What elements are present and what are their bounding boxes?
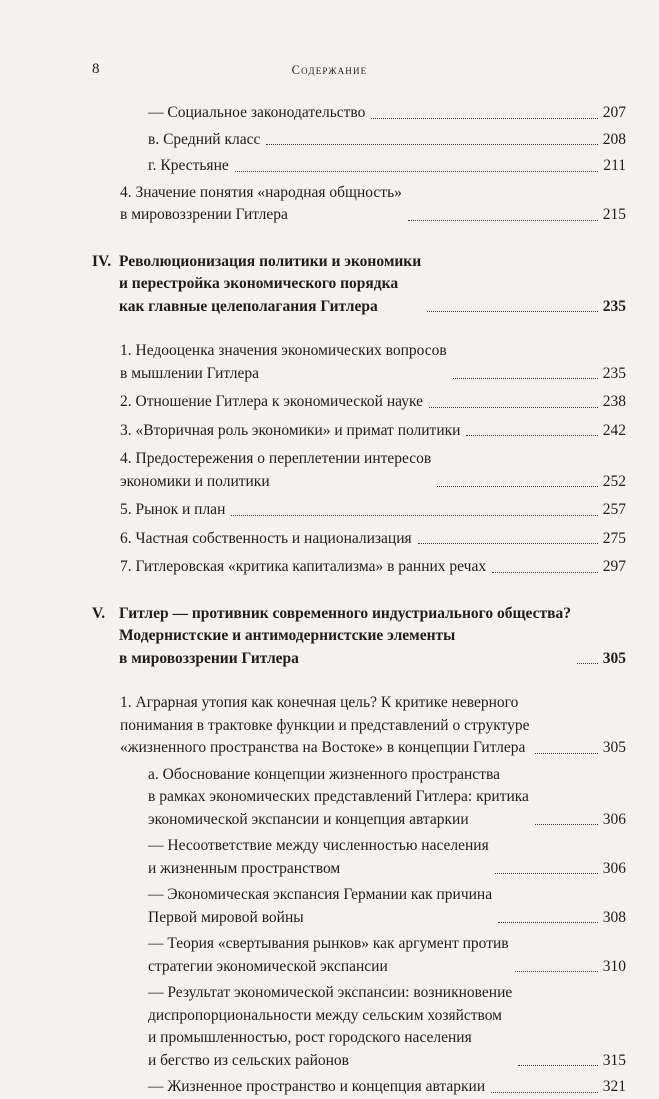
toc-page-number: 257 [602,501,626,518]
toc-page-number: 235 [602,297,626,315]
dot-leader [577,663,598,664]
toc-page-number: 235 [602,364,626,382]
toc-entry-title: — Жизненное пространство и концепция автаркии [148,1078,486,1095]
chapter-number: V. [92,604,106,622]
dot-leader [535,824,598,825]
toc-entry [92,182,626,227]
toc-entry-title: Революционизация политики и экономики и перестройка экономического порядка как главные целеполагания Гитлера [119,252,422,315]
toc-entry [92,102,626,125]
toc-page-number: 275 [602,529,626,547]
dot-leader [437,486,598,487]
toc-page-number: 305 [602,649,626,667]
toc-entry-title: 2. Отношение Гитлера к экономической науке [120,393,424,410]
dot-leader [498,922,598,923]
toc-page-number: 315 [602,1051,626,1069]
dot-leader [427,311,598,312]
toc-entry [92,1076,626,1099]
toc-entry-title: 4. Предостережения о переплетении интересов экономики и политики [120,450,432,490]
dot-leader [492,572,598,573]
toc-entry [92,448,626,493]
toc-page-number: 215 [602,206,626,223]
toc-entry [92,420,626,443]
dot-leader [429,407,598,408]
dot-leader [235,171,599,172]
dot-leader [491,1092,598,1093]
toc-chapter-entry [92,603,626,671]
dot-leader [495,873,598,874]
toc-page-number: 306 [602,859,626,877]
toc-entry [92,129,626,152]
toc-entry-title: — Социальное законодательство [148,104,366,121]
toc-page-number: 321 [602,1078,626,1095]
toc-entry-title: — Несоответствие между численностью населения и жизненным пространством [148,837,489,877]
table-of-contents [92,102,626,1099]
toc-entry [92,884,626,929]
page-number: 8 [92,61,100,77]
toc-entry [92,499,626,522]
toc-page-number: 310 [602,957,626,975]
toc-entry-title: в. Средний класс [148,130,261,148]
toc-page-number: 252 [602,472,626,490]
toc-page-number: 211 [603,157,626,174]
toc-entry [92,982,626,1072]
toc-entry-title: 6. Частная собственность и национализация [120,529,412,547]
toc-entry-title: а. Обоснование концепции жизненного пространства в рамках экономических представлений Гитлера: критика экономической экспансии и концепция автаркии [148,765,529,828]
toc-entry-title: г. Крестьяне [148,157,229,174]
toc-page-number: 308 [602,908,626,926]
toc-page-number: 297 [602,558,626,575]
toc-entry [92,692,626,760]
toc-page-number: 207 [602,104,626,121]
toc-chapter-entry [92,251,626,319]
dot-leader [453,378,598,379]
toc-entry-title: — Теория «свертывания рынков» как аргумент против стратегии экономической экспансии [148,935,509,975]
dot-leader [231,515,597,516]
dot-leader [466,435,597,436]
toc-entry-title: — Результат экономической экспансии: возникновение диспропорциональности между сельским хозяйством и промышленностью, рост городского населения и бегство из сельских районов [148,984,513,1069]
toc-page-number: 306 [602,810,626,828]
running-title: Содержание [291,63,368,77]
dot-leader [371,118,597,119]
toc-page-number: 305 [602,739,626,756]
toc-entry-title: 5. Рынок и план [120,501,226,518]
toc-page-number: 242 [602,421,626,439]
dot-leader [515,971,598,972]
dot-leader [408,220,598,221]
toc-entry [92,155,626,178]
toc-entry-title: — Экономическая экспансия Германии как причина Первой мировой войны [148,886,493,926]
chapter-number: IV. [92,252,112,270]
toc-entry [92,764,626,832]
toc-entry-title: 1. Аграрная утопия как конечная цель? К критике неверного понимания в трактовке функции и представлений о структуре «жизненного пространства на Востоке» в концепции Гитлера [120,694,530,756]
toc-page-number: 208 [602,130,626,148]
dot-leader [418,543,598,544]
toc-page-number: 238 [602,393,626,410]
toc-entry-title: 4. Значение понятия «народная общность» в мировоззрении Гитлера [120,183,402,223]
toc-entry-title: 3. «Вторичная роль экономики» и примат политики [120,421,461,439]
toc-entry [92,835,626,880]
toc-entry-title: 7. Гитлеровская «критика капитализма» в ранних речах [120,558,487,575]
toc-entry [92,528,626,551]
toc-entry-title: 1. Недооценка значения экономических вопросов в мышлении Гитлера [120,342,447,382]
toc-entry [92,340,626,385]
toc-entry [92,556,626,579]
dot-leader [266,144,597,145]
toc-entry-title: Гитлер — противник современного индустриального общества? Модернистские и антимодернистские элементы в мировоззрении Гитлера [119,604,571,667]
toc-entry [92,391,626,414]
dot-leader [535,753,597,754]
dot-leader [518,1065,597,1066]
toc-entry [92,933,626,978]
